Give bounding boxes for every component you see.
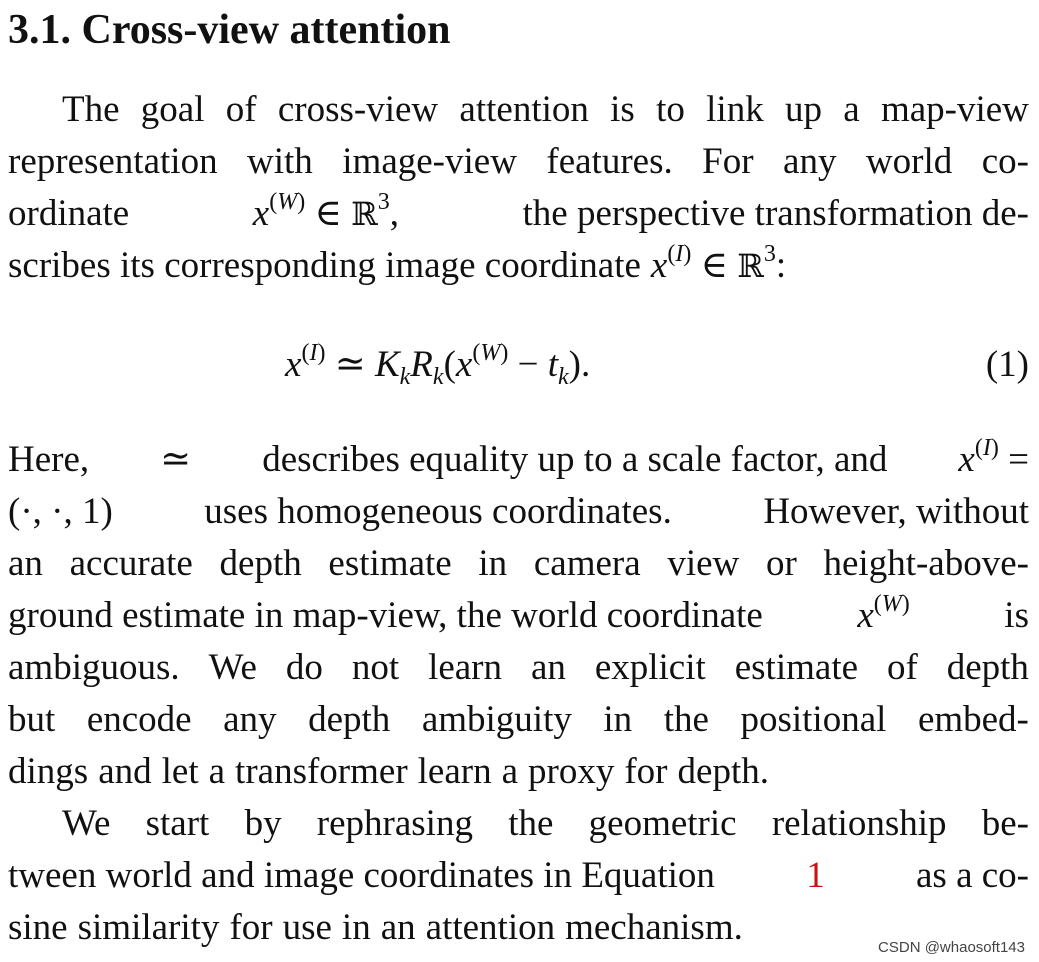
- para3-line2: [8, 850, 1029, 902]
- word: dings: [8, 751, 89, 792]
- word: start: [145, 803, 210, 844]
- word: world: [865, 141, 953, 182]
- word: a: [501, 751, 519, 792]
- word: for: [229, 907, 273, 948]
- word: co-: [981, 141, 1029, 182]
- word: image-view: [342, 141, 517, 182]
- word: features.: [546, 141, 673, 182]
- word: an: [530, 647, 566, 688]
- word: height-above-: [823, 543, 1029, 584]
- word: of: [225, 89, 257, 130]
- word: camera: [533, 543, 641, 584]
- para2-text: However, without: [763, 491, 1029, 532]
- word: let: [161, 751, 199, 792]
- word: the: [663, 699, 709, 740]
- word: use: [282, 907, 332, 948]
- word: link: [706, 89, 764, 130]
- para1-line4: [8, 240, 1029, 292]
- watermark: CSDN @whaosoft143: [878, 939, 1025, 956]
- word: be-: [981, 803, 1029, 844]
- word: relationship: [771, 803, 947, 844]
- para1-line1: [8, 84, 1029, 136]
- math-inline: $x^{(I)}$ =: [958, 435, 1029, 480]
- word: geometric: [588, 803, 737, 844]
- word: attention: [459, 89, 589, 130]
- word: positional: [740, 699, 887, 740]
- para1-text: ordinate: [8, 193, 130, 234]
- para2-line5: [8, 642, 1029, 694]
- word: explicit: [594, 647, 706, 688]
- word: depth: [946, 647, 1029, 688]
- word: embed-: [917, 699, 1029, 740]
- word: for: [624, 751, 668, 792]
- para3-text: as a co-: [916, 855, 1029, 896]
- para1-line3: [8, 188, 1029, 240]
- word: estimate: [328, 543, 452, 584]
- para2-line7: [8, 746, 1029, 798]
- para2-text: is: [1004, 595, 1029, 636]
- word: up: [784, 89, 822, 130]
- word: For: [702, 141, 754, 182]
- para2-line2: [8, 486, 1029, 538]
- word: any: [223, 699, 277, 740]
- word: We: [62, 803, 111, 844]
- word: similarity: [77, 907, 220, 948]
- math-inline: $x^{(I)}$ ∈ ℝ$^3$:: [650, 241, 787, 286]
- word: learn: [428, 647, 503, 688]
- equation-block: [8, 338, 1029, 392]
- word: goal: [140, 89, 205, 130]
- word: ambiguous.: [8, 647, 180, 688]
- word: depth: [308, 699, 391, 740]
- word: map-view: [880, 89, 1029, 130]
- word: learn: [417, 751, 492, 792]
- para2-line3: [8, 538, 1029, 590]
- section-heading: 3.1. Cross-view attention: [8, 7, 451, 53]
- word: attention: [425, 907, 556, 948]
- para2-text: Here,: [8, 439, 90, 480]
- math-inline: ≃: [160, 439, 192, 480]
- equation-reference-link[interactable]: 1: [806, 855, 825, 896]
- math-inline: (·, ·, 1): [8, 491, 113, 532]
- word: view: [667, 543, 740, 584]
- para2-text: describes equality up to a scale factor, and: [262, 439, 888, 480]
- word: an: [380, 907, 416, 948]
- word: not: [351, 647, 400, 688]
- para1-line2: [8, 136, 1029, 188]
- para1-text: scribes its corresponding image coordinate: [8, 245, 641, 286]
- word: any: [783, 141, 837, 182]
- math-inline: $x^{(W)}$: [857, 591, 910, 636]
- para1-text: the perspective transformation de-: [522, 193, 1029, 234]
- word: in: [341, 907, 371, 948]
- word: proxy: [528, 751, 615, 792]
- word: with: [247, 141, 313, 182]
- para2-text: uses homogeneous coordinates.: [204, 491, 672, 532]
- word: of: [886, 647, 918, 688]
- word: an: [8, 543, 43, 584]
- word: a: [208, 751, 226, 792]
- word: in: [478, 543, 508, 584]
- word: by: [244, 803, 282, 844]
- para2-text: ground estimate in map-view, the world coordinate: [8, 595, 763, 636]
- word: depth.: [677, 751, 769, 792]
- word: or: [765, 543, 797, 584]
- para3-line3: [8, 902, 1029, 954]
- equation-number: (1): [985, 344, 1029, 385]
- word: the: [508, 803, 554, 844]
- word: We: [208, 647, 257, 688]
- word: is: [610, 89, 635, 130]
- word: representation: [8, 141, 218, 182]
- math-inline: $x^{(W)}$ ∈ ℝ$^3$,: [252, 189, 399, 234]
- word: sine: [8, 907, 68, 948]
- para2-line6: [8, 694, 1029, 746]
- word: ambiguity: [421, 699, 572, 740]
- word: depth: [219, 543, 302, 584]
- para2-line1: [8, 434, 1029, 486]
- word: a: [843, 89, 860, 130]
- word: do: [285, 647, 323, 688]
- word: but: [8, 699, 56, 740]
- para2-line4: [8, 590, 1029, 642]
- word: to: [656, 89, 685, 130]
- para3-line1: [8, 798, 1029, 850]
- word: mechanism.: [565, 907, 743, 948]
- word: transformer: [235, 751, 408, 792]
- word: accurate: [69, 543, 193, 584]
- equation-body: $x^{(I)}$ ≃ $K_kR_k(x^{(W)} - t_k)$.: [285, 340, 591, 390]
- word: estimate: [734, 647, 859, 688]
- para3-text: tween world and image coordinates in Equation: [8, 855, 715, 896]
- word: encode: [86, 699, 192, 740]
- word: rephrasing: [316, 803, 473, 844]
- word: in: [603, 699, 633, 740]
- word: and: [98, 751, 152, 792]
- word: The: [62, 89, 120, 130]
- word: cross-view: [277, 89, 439, 130]
